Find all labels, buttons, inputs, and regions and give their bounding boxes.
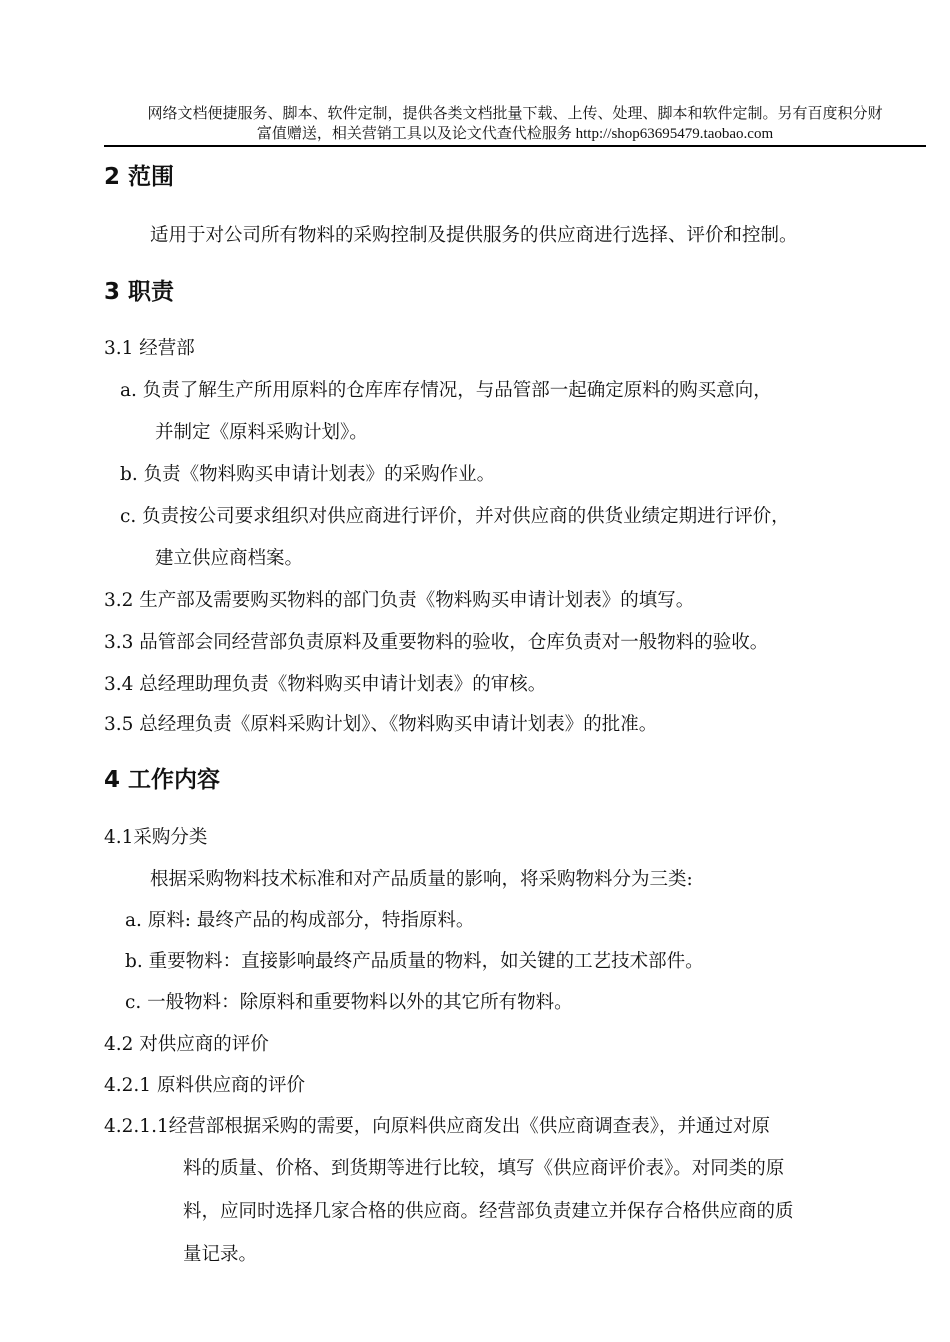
clause-3-1-c-line-2: 建立供应商档案。 <box>155 548 304 569</box>
clause-4-1-c: c. 一般物料：除原料和重要物料以外的其它所有物料。 <box>125 992 573 1013</box>
clause-4-2: 4.2 对供应商的评价 <box>104 1034 269 1055</box>
clause-4-2-1-1-line-3: 料，应同时选择几家合格的供应商。经营部负责建立并保存合格供应商的质 <box>183 1201 794 1222</box>
header-line-1: 网络文档便捷服务、脚本、软件定制，提供各类文档批量下载、上传、处理、脚本和软件定制。另有百度积分财 <box>147 106 883 122</box>
clause-4-2-1-1-line-1: 4.2.1.1经营部根据采购的需要，向原料供应商发出《供应商调查表》，并通过对原 <box>104 1116 770 1137</box>
clause-4-1-b: b. 重要物料：直接影响最终产品质量的物料，如关键的工艺技术部件。 <box>125 951 704 972</box>
section-2-paragraph: 适用于对公司所有物料的采购控制及提供服务的供应商进行选择、评价和控制。 <box>150 225 798 246</box>
clause-4-1-paragraph: 根据采购物料技术标准和对产品质量的影响，将采购物料分为三类: <box>150 869 693 890</box>
clause-4-2-1: 4.2.1 原料供应商的评价 <box>104 1075 305 1096</box>
clause-3-3: 3.3 品管部会同经营部负责原料及重要物料的验收，仓库负责对一般物料的验收。 <box>104 632 769 653</box>
clause-3-1-c-line-1: c. 负责按公司要求组织对供应商进行评价，并对供应商的供货业绩定期进行评价， <box>120 506 790 527</box>
clause-3-2: 3.2 生产部及需要购买物料的部门负责《物料购买申请计划表》的填写。 <box>104 590 695 611</box>
clause-4-2-1-1-line-4: 量记录。 <box>183 1244 258 1265</box>
header-line-2: 富值赠送，相关营销工具以及论文代查代检服务 http://shop63695479.taobao.com <box>256 126 774 142</box>
clause-3-1-b: b. 负责《物料购买申请计划表》的采购作业。 <box>120 464 496 485</box>
clause-3-1-a-line-1: a. 负责了解生产所用原料的仓库库存情况，与品管部一起确定原料的购买意向， <box>120 380 772 401</box>
clause-4-2-1-1-line-2: 料的质量、价格、到货期等进行比较，填写《供应商评价表》。对同类的原 <box>183 1158 785 1179</box>
header-rule <box>104 145 926 147</box>
section-2-heading: 2 范围 <box>104 164 175 190</box>
section-3-heading: 3 职责 <box>104 279 175 305</box>
clause-3-5: 3.5 总经理负责《原料采购计划》、《物料购买申请计划表》的批准。 <box>104 714 658 735</box>
clause-4-1-a: a. 原料: 最终产品的构成部分，特指原料。 <box>125 910 475 931</box>
section-4-heading: 4 工作内容 <box>104 767 221 793</box>
clause-4-1: 4.1采购分类 <box>104 827 208 848</box>
clause-3-1-a-line-2: 并制定《原料采购计划》。 <box>155 422 368 443</box>
clause-3-1: 3.1 经营部 <box>104 338 195 359</box>
clause-3-4: 3.4 总经理助理负责《物料购买申请计划表》的审核。 <box>104 674 547 695</box>
page-header <box>104 104 926 144</box>
